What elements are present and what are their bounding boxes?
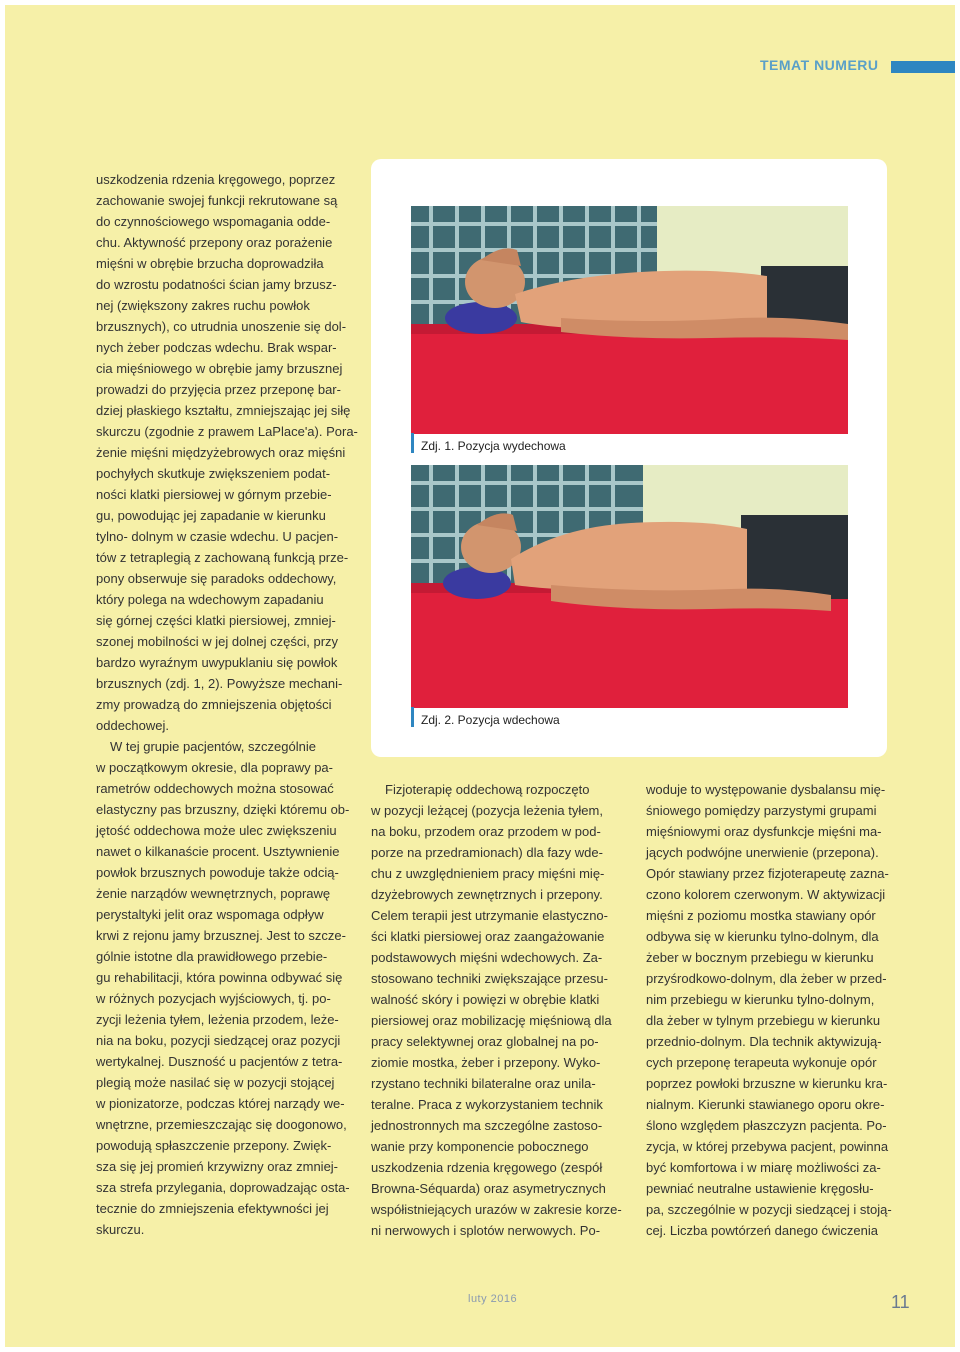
text-line: tów z tetraplegią z zachowaną funkcją prze- bbox=[96, 550, 349, 565]
photo-exhalation-position bbox=[411, 206, 848, 434]
text-line: się górnej części klatki piersiowej, zmniej- bbox=[96, 613, 336, 628]
text-line: śniowego pomiędzy parzystymi grupami bbox=[646, 803, 877, 818]
text-line: teralne. Praca z wykorzystaniem technik bbox=[371, 1097, 603, 1112]
text-line: rzystano techniki bilateralne oraz unila- bbox=[371, 1076, 596, 1091]
text-line: pa, szczególnie w pozycji siedzącej i stoją- bbox=[646, 1202, 892, 1217]
text-line: pewniać neutralne ustawienie kręgosłu- bbox=[646, 1181, 874, 1196]
text-line: zmy prowadzą do zmniejszenia objętości bbox=[96, 697, 332, 712]
text-line: Fizjoterapię oddechową rozpoczęto bbox=[385, 782, 590, 797]
text-line: współistniejących urazów w zakresie korze- bbox=[371, 1202, 622, 1217]
text-line: dziej płaskiego kształtu, zmniejszając jej siłę bbox=[96, 403, 351, 418]
text-line: na boku, przodem oraz przodem w pod- bbox=[371, 824, 601, 839]
text-line: nej (zwiększony zakres ruchu powłok bbox=[96, 298, 310, 313]
text-line: wertykalnej. Duszność u pacjentów z tetra- bbox=[96, 1054, 343, 1069]
text-line: przyśrodkowo-dolnym, dla żeber w przed- bbox=[646, 971, 887, 986]
text-line: tylno- dolnym w czasie wdechu. U pacjen- bbox=[96, 529, 339, 544]
text-line: pracy selektywnej oraz globalnej na po- bbox=[371, 1034, 599, 1049]
text-line: plegią może nasilać się w pozycji stojącej bbox=[96, 1075, 335, 1090]
text-line: który polega na wdechowym zapadaniu bbox=[96, 592, 324, 607]
text-line: ni nerwowych i splotów nerwowych. Po- bbox=[371, 1223, 601, 1238]
text-line: przednio-dolnym. Dla technik aktywizują- bbox=[646, 1034, 882, 1049]
text-line: pochyłych skutkuje zwiększeniem podat- bbox=[96, 466, 331, 481]
text-line: cych przeponę terapeuta wykonuje opór bbox=[646, 1055, 877, 1070]
text-column-right bbox=[646, 779, 892, 1241]
text-line: w różnych pozycjach wyjściowych, tj. po- bbox=[96, 991, 331, 1006]
text-line: nia na boku, pozycji siedzącej oraz pozycji bbox=[96, 1033, 341, 1048]
text-line: elastyczny pas brzuszny, dzięki któremu ob- bbox=[96, 802, 350, 817]
text-line: czono kolorem czerwonym. W aktywizacji bbox=[646, 887, 886, 902]
text-line: nim przebiegu w kierunku tylno-dolnym, bbox=[646, 992, 875, 1007]
text-line: ślono względem płaszczyzn pacjenta. Po- bbox=[646, 1118, 887, 1133]
text-line: w pozycji leżącej (pozycja leżenia tyłem, bbox=[371, 803, 603, 818]
text-line: ziomie mostka, żeber i przepony. Wyko- bbox=[371, 1055, 601, 1070]
footer-date: luty 2016 bbox=[468, 1293, 518, 1305]
text-line: jednostronnych ma szczególne zastoso- bbox=[371, 1118, 603, 1133]
magazine-page bbox=[5, 5, 955, 1347]
text-line: chu. Aktywność przepony oraz porażenie bbox=[96, 235, 333, 250]
text-line: bardzo wyraźnym uwypuklaniu się powłok bbox=[96, 655, 338, 670]
photo-inhalation-position bbox=[411, 465, 848, 708]
text-line: krwi z rejonu jamy brzusznej. Jest to szcze- bbox=[96, 928, 346, 943]
text-line: oddechowej. bbox=[96, 718, 169, 733]
page-number: 11 bbox=[891, 1292, 910, 1312]
text-line: odbywa się w kierunku tylno-dolnym, dla bbox=[646, 929, 879, 944]
text-line: porze na przedramionach) dla fazy wde- bbox=[371, 845, 603, 860]
section-accent-bar bbox=[891, 61, 955, 73]
section-label: TEMAT NUMERU bbox=[760, 57, 879, 73]
text-line: uszkodzenia rdzenia kręgowego, poprzez bbox=[96, 172, 336, 187]
text-line: uszkodzenia rdzenia kręgowego (zespół bbox=[371, 1160, 603, 1175]
text-line: nych żeber podczas wdechu. Brak wspar- bbox=[96, 340, 337, 355]
text-line: skurczu. bbox=[96, 1222, 145, 1237]
text-line: dzyżebrowych zewnętrznych i przepony. bbox=[371, 887, 603, 902]
text-line: zycji leżenia tyłem, leżenia przodem, leże- bbox=[96, 1012, 339, 1027]
photo2-caption: Zdj. 2. Pozycja wdechowa bbox=[411, 713, 560, 727]
text-line: mięśni w obrębie brzucha doprowadziła bbox=[96, 256, 324, 271]
photo1-caption: Zdj. 1. Pozycja wydechowa bbox=[411, 439, 566, 453]
text-line: gu rehabilitacji, która powinna odbywać się bbox=[96, 970, 343, 985]
text-line: żenie mięśni międzyżebrowych oraz mięśni bbox=[96, 445, 346, 460]
text-line: cia mięśniowego w obrębie jamy brzusznej bbox=[96, 361, 343, 376]
text-line: być komfortowa i w miarę możliwości za- bbox=[646, 1160, 881, 1175]
text-line: zachowanie swojej funkcji rekrutowane są bbox=[96, 193, 338, 208]
text-column-middle bbox=[371, 779, 622, 1241]
text-line: nawet o kilkanaście procent. Usztywnienie bbox=[96, 844, 340, 859]
text-line: dla żeber w tylnym przebiegu w kierunku bbox=[646, 1013, 881, 1028]
text-line: pony obserwuje się paradoks oddechowy, bbox=[96, 571, 337, 586]
text-line: stosowano techniki zwiększające przesu- bbox=[371, 971, 608, 986]
text-line: podstawowych mięśni wdechowych. Za- bbox=[371, 950, 603, 965]
text-line: sza się jej promień krzywizny oraz zmniej- bbox=[96, 1159, 339, 1174]
text-line: perystaltyki jelit oraz wspomaga odpływ bbox=[96, 907, 324, 922]
text-line: Celem terapii jest utrzymanie elastyczno- bbox=[371, 908, 608, 923]
text-line: Opór stawiany przez fizjoterapeutę zazna- bbox=[646, 866, 889, 881]
text-line: gólnie istotne dla prawidłowego przebie- bbox=[96, 949, 328, 964]
text-line: żenie narządów wewnętrznych, poprawę bbox=[96, 886, 331, 901]
text-line: żeber w bocznym przebiegu w kierunku bbox=[646, 950, 874, 965]
text-line: cej. Liczba powtórzeń danego ćwiczenia bbox=[646, 1223, 878, 1238]
text-line: walność skóry i powięzi w obrębie klatki bbox=[371, 992, 600, 1007]
text-line: gu, powodując jej zapadanie w kierunku bbox=[96, 508, 326, 523]
text-line: sza strefa przylegania, doprowadzając osta- bbox=[96, 1180, 350, 1195]
text-line: w pionizatorze, podczas której narządy we- bbox=[96, 1096, 345, 1111]
text-line: zycja, w której przebywa pacjent, powinna bbox=[646, 1139, 889, 1154]
text-line: jących podwójne unerwienie (przepona). bbox=[646, 845, 879, 860]
text-line: do wzrostu podatności ścian jamy brzusz- bbox=[96, 277, 337, 292]
text-line: mięśniowymi oraz dysfunkcje mięśni ma- bbox=[646, 824, 882, 839]
text-line: rametrów oddechowych można stosować bbox=[96, 781, 334, 796]
text-line: Browna-Séquarda) oraz asymetrycznych bbox=[371, 1181, 606, 1196]
text-line: brzusznych), co utrudnia unoszenie się dol- bbox=[96, 319, 347, 334]
text-line: powłok brzusznych powoduje także odcią- bbox=[96, 865, 339, 880]
text-line: piersiowej oraz mobilizację mięśniową dla bbox=[371, 1013, 612, 1028]
text-line: W tej grupie pacjentów, szczególnie bbox=[110, 739, 316, 754]
text-line: prowadzi do przyjęcia przez przeponę bar- bbox=[96, 382, 341, 397]
text-line: ści klatki piersiowej oraz zaangażowanie bbox=[371, 929, 605, 944]
text-line: brzusznych (zdj. 1, 2). Powyższe mechani- bbox=[96, 676, 343, 691]
text-line: skurczu (zgodnie z prawem LaPlace'a). Pora- bbox=[96, 424, 358, 439]
text-line: jętość oddechowa może ulec zwiększeniu bbox=[96, 823, 337, 838]
text-line: poprzez powłoki brzuszne w kierunku kra- bbox=[646, 1076, 888, 1091]
text-line: powodują spłaszczenie przepony. Zwięk- bbox=[96, 1138, 332, 1153]
photo-card bbox=[371, 159, 887, 757]
text-line: mięśni z poziomu mostka stawiany opór bbox=[646, 908, 876, 923]
text-line: wanie przy komponencie pobocznego bbox=[371, 1139, 589, 1154]
text-line: wnętrzne, przemieszczając się doogonowo, bbox=[96, 1117, 347, 1132]
text-line: szonej mobilności w jej dolnej części, przy bbox=[96, 634, 339, 649]
text-line: woduje to występowanie dysbalansu mię- bbox=[646, 782, 886, 797]
text-line: w początkowym okresie, dla poprawy pa- bbox=[96, 760, 333, 775]
text-line: tecznie do zmniejszenia efektywności jej bbox=[96, 1201, 329, 1216]
text-line: ności klatki piersiowej w górnym przebie- bbox=[96, 487, 332, 502]
text-column-left bbox=[96, 169, 358, 1240]
text-line: do czynnościowego wspomagania odde- bbox=[96, 214, 331, 229]
text-line: nialnym. Kierunki stawianego oporu okre- bbox=[646, 1097, 885, 1112]
text-line: chu z uwzględnieniem pracy mięśni mię- bbox=[371, 866, 605, 881]
